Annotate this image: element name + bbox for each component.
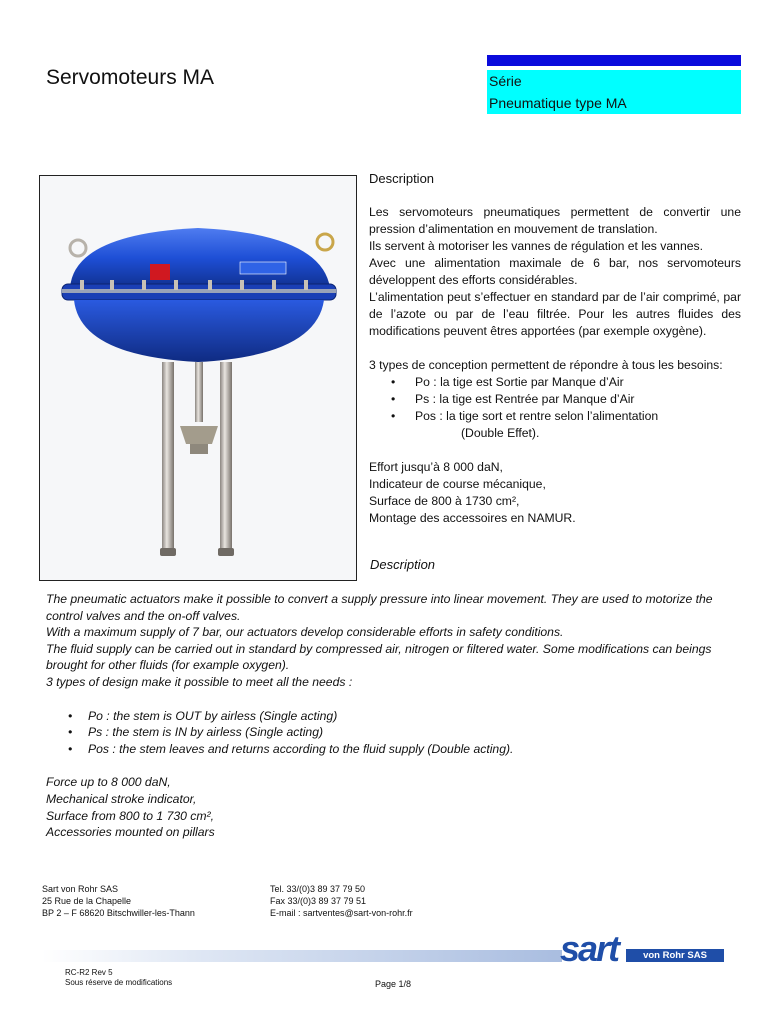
- list-item: • Ps : la tige est Rentrée par Manque d’Air: [369, 391, 741, 408]
- footer-address: [42, 883, 195, 919]
- logo-tagline: von Rohr SAS: [626, 949, 724, 962]
- brand-plate: [240, 262, 286, 274]
- street: 25 Rue de la Chapelle: [42, 896, 132, 906]
- stem-coupling: [180, 426, 218, 444]
- en-line: With a maximum supply of 7 bar, our actuators develop considerable efforts in safety conditions.: [46, 625, 564, 640]
- fr-feature: Effort jusqu’à 8 000 daN,: [369, 460, 503, 474]
- english-description: [46, 591, 746, 841]
- fr-types-intro: 3 types de conception permettent de répondre à tous les besoins:: [369, 358, 723, 372]
- fr-feature: Indicateur de course mécanique,: [369, 477, 546, 491]
- serie-label: Série: [489, 73, 522, 89]
- city: BP 2 – F 68620 Bitschwiller-les-Thann: [42, 908, 195, 918]
- en-line: 3 types of design make it possible to meet all the needs :: [46, 674, 353, 689]
- product-photo: [39, 175, 357, 581]
- fr-bullet-cont: (Double Effet).: [461, 426, 540, 440]
- en-feature: Accessories mounted on pillars: [46, 825, 215, 840]
- fr-para-1: Les servomoteurs pneumatiques permettent de convertir une pression d’alimentation en mouvement de translation.: [369, 205, 741, 236]
- en-heading: Description: [370, 557, 436, 572]
- fax: Fax 33/(0)3 89 37 79 51: [270, 896, 367, 906]
- sart-logo: sart: [560, 928, 619, 969]
- pillar-left: [162, 362, 174, 554]
- lower-bowl: [74, 300, 324, 362]
- list-item: • Po : la tige est Sortie par Manque d’Air: [369, 374, 741, 391]
- fr-para-4: L’alimentation peut s’effectuer en standard par de l’air comprimé, par de l’azote ou par de l’eau filtrée. Pour les autres fluides des modifications peuvent êtres apportées (par exemple oxygène).: [369, 290, 741, 338]
- tel: Tel. 33/(0)3 89 37 79 50: [270, 884, 366, 894]
- serie-box: [487, 70, 741, 114]
- stem: [195, 362, 203, 422]
- fr-para-3: Avec une alimentation maximale de 6 bar, nos servomoteurs développent des efforts considérables.: [369, 256, 741, 287]
- list-item: • Pos : la tige sort et rentre selon l’alimentation: [369, 408, 741, 425]
- fr-feature: Surface de 800 à 1730 cm²,: [369, 494, 520, 508]
- en-line: The fluid supply can be carried out in standard by compressed air, nitrogen or filtered water. Some modifications can beings brought for other fluids (for example oxygen).: [46, 641, 712, 673]
- revision: RC-R2 Rev 5: [65, 968, 113, 977]
- french-description: [369, 170, 741, 527]
- list-item: • Po : the stem is OUT by airless (Single acting): [46, 708, 746, 725]
- en-feature: Mechanical stroke indicator,: [46, 791, 197, 806]
- pillar-right: [220, 362, 232, 554]
- warning-label: [150, 264, 170, 280]
- en-feature: Force up to 8 000 daN,: [46, 775, 171, 790]
- page-number: Page 1/8: [375, 979, 412, 989]
- en-line: The pneumatic actuators make it possible to convert a supply pressure into linear movement. They are used to motorize the control valves and the on-off valves.: [46, 592, 713, 623]
- fr-bullet-list: [369, 374, 741, 425]
- serie-accent-bar: [487, 55, 741, 66]
- fr-para-2: Ils servent à motoriser les vannes de régulation et les vannes.: [369, 239, 703, 253]
- en-bullet-list: [46, 708, 746, 758]
- lifting-eye-icon: [317, 234, 333, 250]
- fr-feature: Montage des accessoires en NAMUR.: [369, 511, 576, 525]
- list-item: • Ps : the stem is IN by airless (Single acting): [46, 724, 746, 741]
- fr-heading: Description: [369, 171, 435, 186]
- revision-note: [65, 968, 172, 988]
- list-item: • Pos : the stem leaves and returns according to the fluid supply (Double acting).: [46, 741, 746, 758]
- company-name: Sart von Rohr SAS: [42, 884, 119, 894]
- page-title: Servomoteurs MA: [46, 66, 215, 89]
- actuator-illustration: [40, 176, 356, 580]
- footer-gradient-band: [42, 950, 562, 962]
- lifting-eye-icon: [70, 240, 86, 256]
- serie-type: Pneumatique type MA: [489, 95, 627, 111]
- upper-dome: [70, 228, 330, 288]
- reserve-note: Sous réserve de modifications: [65, 978, 173, 987]
- footer-contact: [270, 883, 413, 919]
- en-feature: Surface from 800 to 1 730 cm²,: [46, 808, 214, 823]
- flange-ring: [62, 289, 336, 293]
- email[interactable]: E-mail : sartventes@sart-von-rohr.fr: [270, 908, 413, 918]
